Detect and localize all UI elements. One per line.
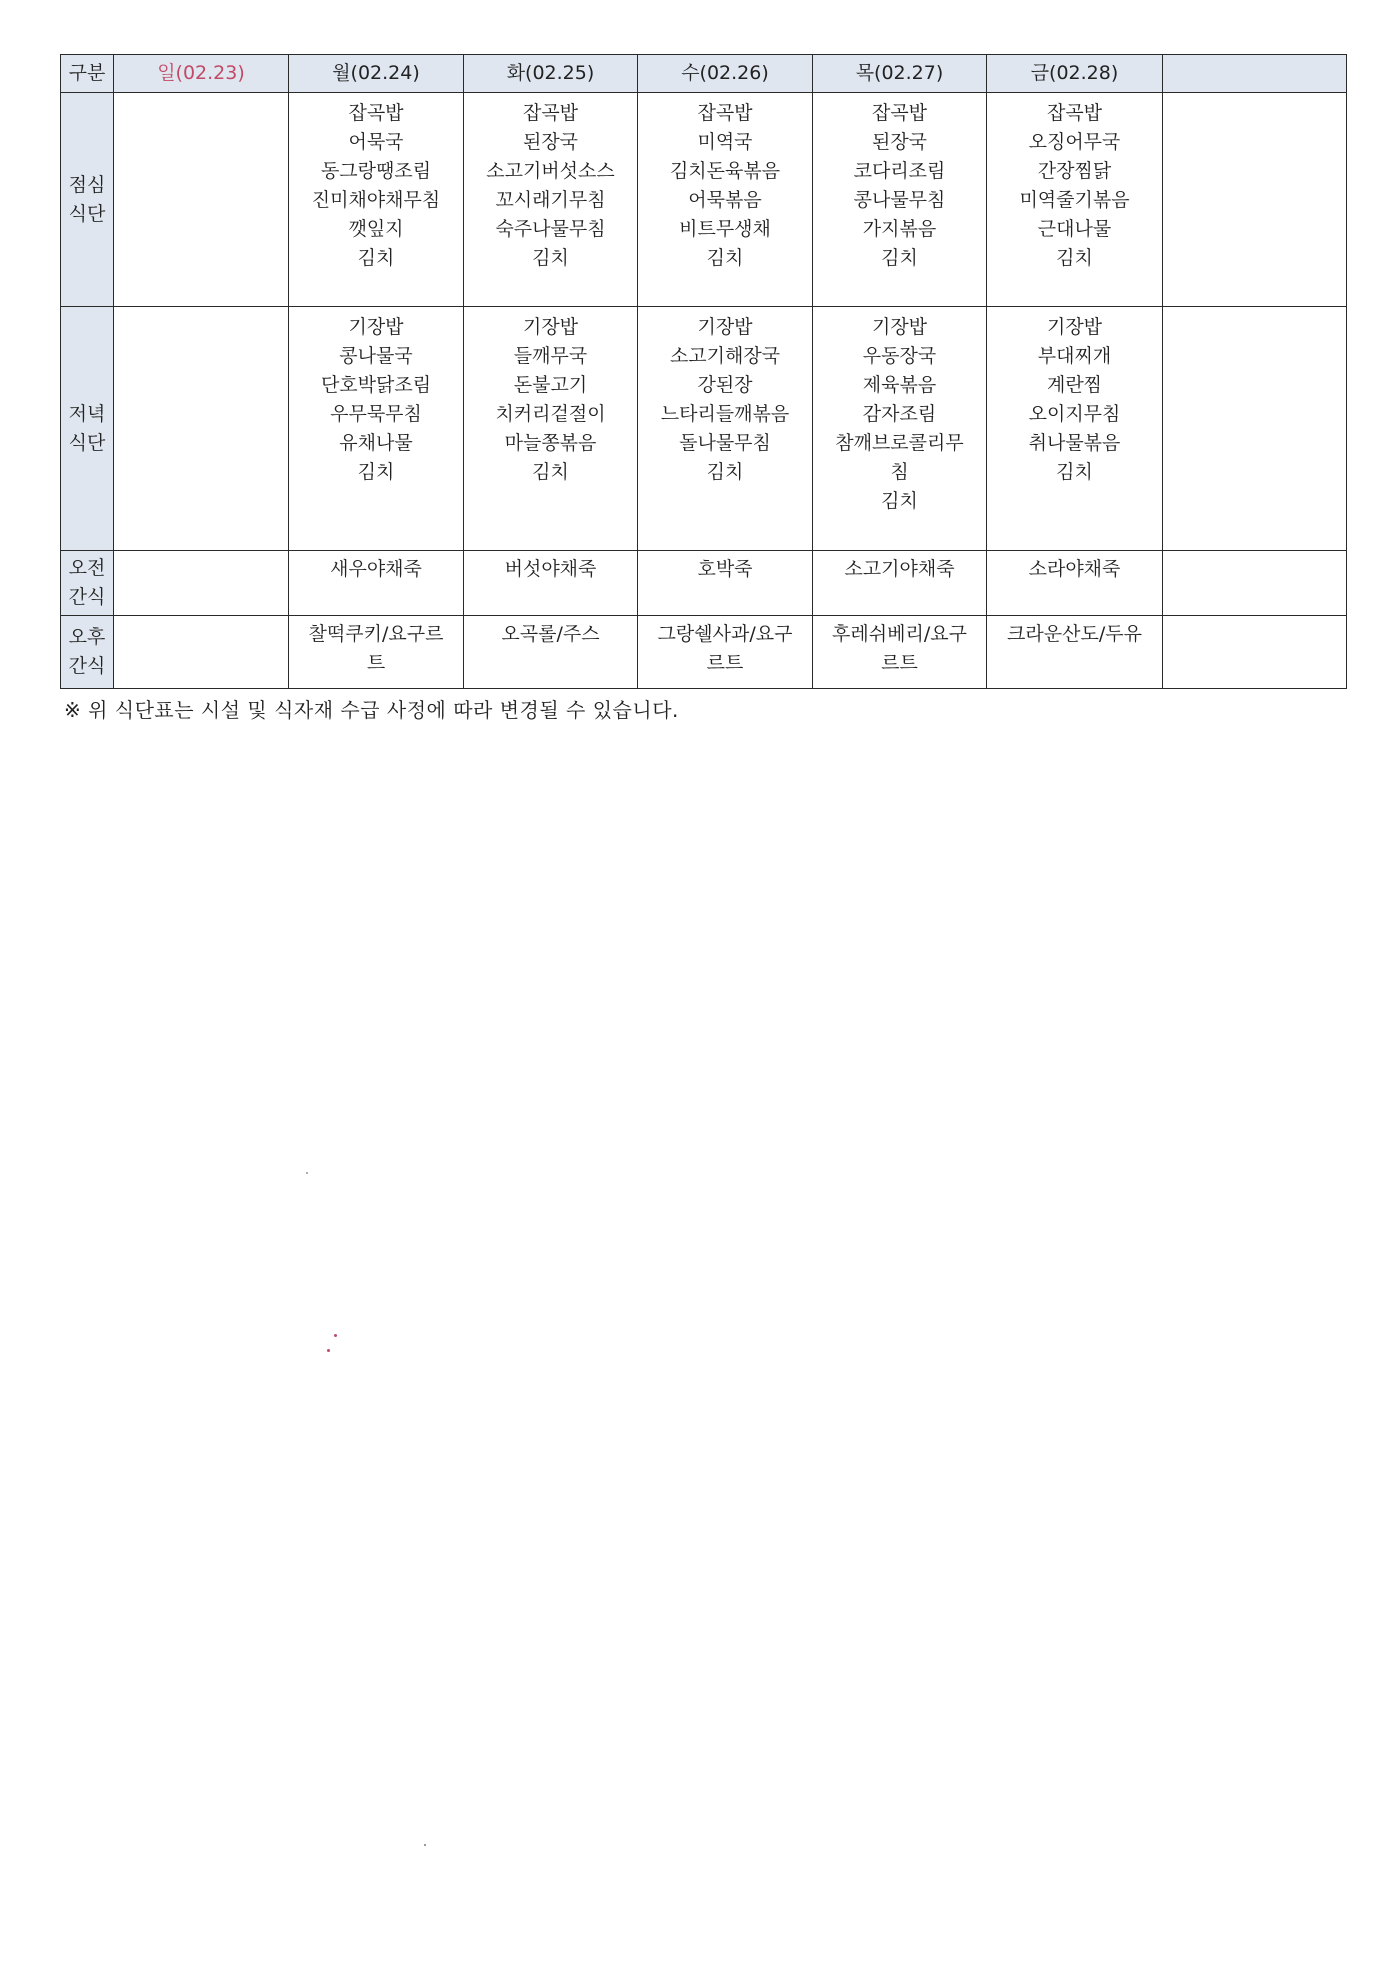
menu-item: 비트무생채 <box>679 218 771 240</box>
menu-cell-blank <box>1163 551 1347 616</box>
header-row <box>61 55 1347 93</box>
menu-item: 감자조림 <box>862 403 937 425</box>
menu-cell-tuesday <box>464 551 638 616</box>
meal-plan-table <box>60 54 1347 689</box>
footnote: ※ 위 식단표는 시설 및 식자재 수급 사정에 따라 변경될 수 있습니다. <box>64 698 679 722</box>
menu-cell-sunday <box>114 551 289 616</box>
menu-item-list <box>289 93 463 273</box>
menu-item: 계란찜 <box>1046 374 1103 396</box>
menu-item: 그랑쉘사과/요구 <box>657 623 793 645</box>
menu-item-list <box>464 307 637 487</box>
menu-item: 김치 <box>1056 247 1093 269</box>
menu-item: 김치 <box>532 461 569 483</box>
menu-item: 김치 <box>357 247 395 269</box>
menu-item-list <box>114 93 288 99</box>
menu-cell-wednesday <box>638 93 813 307</box>
menu-item: 미역국 <box>697 131 753 153</box>
menu-item: 제육볶음 <box>862 374 937 396</box>
menu-item-list <box>813 616 986 678</box>
menu-item: 들깨무국 <box>513 345 588 367</box>
menu-item: 부대찌개 <box>1037 345 1112 367</box>
menu-item: 강된장 <box>697 374 753 396</box>
menu-item-list <box>987 307 1162 487</box>
menu-cell-blank <box>1163 616 1347 689</box>
menu-item: 동그랑땡조림 <box>320 160 432 182</box>
menu-item: 오곡롤/주스 <box>501 623 600 645</box>
menu-item: 참깨브로콜리무 <box>835 432 964 454</box>
menu-item-list <box>813 551 986 584</box>
menu-item: 된장국 <box>522 131 579 153</box>
row-label-line: 식단 <box>68 431 106 454</box>
menu-item: 잡곡밥 <box>871 102 928 124</box>
menu-item: 김치 <box>357 461 395 483</box>
menu-item: 우무묵무침 <box>330 403 422 425</box>
menu-item: 오징어무국 <box>1028 131 1121 153</box>
menu-item: 소고기버섯소스 <box>486 160 615 182</box>
menu-item: 김치 <box>706 461 744 483</box>
menu-item-list <box>1163 93 1346 99</box>
dinner-row <box>61 307 1347 551</box>
menu-item: 우동장국 <box>862 345 937 367</box>
afternoon-snack-row <box>61 616 1347 689</box>
menu-item: 미역줄기볶음 <box>1019 189 1130 211</box>
menu-item: 르트 <box>881 652 918 674</box>
menu-cell-friday <box>987 616 1163 689</box>
menu-item: 김치 <box>881 490 918 512</box>
menu-item: 트 <box>366 652 386 674</box>
table-body <box>61 93 1347 689</box>
menu-cell-thursday <box>813 93 987 307</box>
menu-item: 콩나물국 <box>339 345 413 367</box>
menu-item: 취나물볶음 <box>1028 432 1121 454</box>
menu-item-list <box>638 93 812 273</box>
menu-item: 어묵볶음 <box>688 189 762 211</box>
menu-item: 후레쉬베리/요구 <box>832 623 967 645</box>
row-label-line: 저녁 <box>68 402 106 425</box>
menu-item-list <box>289 616 463 678</box>
scan-speck <box>424 1844 426 1846</box>
day-header-friday: 금(02.28) <box>987 55 1163 93</box>
day-header-monday: 월(02.24) <box>289 55 464 93</box>
row-label <box>61 616 114 689</box>
menu-item: 르트 <box>706 652 744 674</box>
day-header-tuesday: 화(02.25) <box>464 55 638 93</box>
menu-cell-sunday <box>114 616 289 689</box>
menu-item-list <box>1163 551 1346 555</box>
day-header-wednesday: 수(02.26) <box>638 55 813 93</box>
menu-item: 기장밥 <box>697 316 753 338</box>
menu-item: 코다리조림 <box>853 160 946 182</box>
menu-item: 새우야채죽 <box>330 558 422 580</box>
row-label-line: 간식 <box>68 655 106 677</box>
lunch-row <box>61 93 1347 307</box>
menu-item-list <box>987 616 1162 649</box>
menu-cell-friday <box>987 551 1163 616</box>
menu-item: 진미채야채무침 <box>311 189 441 211</box>
menu-cell-monday <box>289 93 464 307</box>
menu-cell-wednesday <box>638 616 813 689</box>
menu-item-list <box>638 616 812 678</box>
menu-cell-tuesday <box>464 307 638 551</box>
menu-item: 김치 <box>706 247 744 269</box>
menu-item: 콩나물무침 <box>853 189 946 211</box>
menu-item-list <box>638 551 812 584</box>
menu-item-list <box>289 307 463 487</box>
menu-item: 꼬시래기무침 <box>495 189 606 211</box>
menu-item: 숙주나물무침 <box>495 218 606 240</box>
menu-item-list <box>464 616 637 649</box>
menu-item: 기장밥 <box>871 316 928 338</box>
menu-cell-blank <box>1163 307 1347 551</box>
menu-cell-blank <box>1163 93 1347 307</box>
scan-speck <box>327 1349 330 1352</box>
menu-item-list <box>638 307 812 487</box>
menu-cell-thursday <box>813 551 987 616</box>
menu-item: 가지볶음 <box>862 218 937 240</box>
menu-item: 마늘쫑볶음 <box>504 432 597 454</box>
menu-cell-wednesday <box>638 307 813 551</box>
menu-cell-friday <box>987 307 1163 551</box>
menu-item: 느타리들깨볶음 <box>660 403 790 425</box>
menu-item: 돌나물무침 <box>679 432 771 454</box>
menu-item: 소라야채죽 <box>1028 558 1121 580</box>
morning-snack-row <box>61 551 1347 616</box>
scan-speck <box>306 1172 308 1174</box>
menu-item: 잡곡밥 <box>697 102 753 124</box>
menu-item-list <box>464 93 637 273</box>
menu-item-list <box>813 307 986 516</box>
row-label-line: 간식 <box>68 586 106 608</box>
menu-item: 잡곡밥 <box>1046 102 1103 124</box>
row-label-line: 점심 <box>68 173 106 196</box>
menu-item: 기장밥 <box>348 316 404 338</box>
menu-item-list <box>1163 616 1346 620</box>
menu-cell-thursday <box>813 616 987 689</box>
menu-item: 크라운산도/두유 <box>1007 623 1142 645</box>
menu-cell-tuesday <box>464 93 638 307</box>
menu-cell-wednesday <box>638 551 813 616</box>
menu-item-list <box>114 616 288 620</box>
menu-item: 어묵국 <box>348 131 404 153</box>
menu-item: 유채나물 <box>339 432 413 454</box>
day-header-blank <box>1163 55 1347 93</box>
scan-speck <box>334 1334 337 1337</box>
menu-item: 잡곡밥 <box>522 102 579 124</box>
menu-item-list <box>114 307 288 313</box>
menu-item-list <box>289 551 463 584</box>
menu-item-list <box>987 551 1162 584</box>
menu-item: 잡곡밥 <box>348 102 404 124</box>
menu-item: 침 <box>890 461 909 483</box>
menu-item: 치커리겉절이 <box>495 403 606 425</box>
menu-item: 간장찜닭 <box>1037 160 1112 182</box>
menu-item: 김치 <box>532 247 569 269</box>
row-label-line: 오전 <box>68 557 106 579</box>
menu-item: 돈불고기 <box>513 374 588 396</box>
menu-item-list <box>464 551 637 584</box>
menu-item: 깻잎지 <box>348 218 404 240</box>
menu-cell-monday <box>289 307 464 551</box>
row-label-line: 오후 <box>68 626 106 648</box>
day-header-sunday: 일(02.23) <box>114 55 289 93</box>
menu-item: 찰떡쿠키/요구르 <box>308 623 444 645</box>
menu-item-list <box>987 93 1162 273</box>
row-label <box>61 93 114 307</box>
menu-cell-tuesday <box>464 616 638 689</box>
menu-item-list <box>813 93 986 273</box>
menu-item-list <box>114 551 288 555</box>
menu-item: 김치돈육볶음 <box>669 160 781 182</box>
menu-cell-friday <box>987 93 1163 307</box>
menu-item: 된장국 <box>871 131 928 153</box>
row-label <box>61 551 114 616</box>
menu-item: 기장밥 <box>522 316 579 338</box>
menu-item: 근대나물 <box>1037 218 1112 240</box>
row-label-line: 식단 <box>68 202 106 225</box>
corner-header: 구분 <box>61 55 114 93</box>
menu-item: 기장밥 <box>1046 316 1103 338</box>
menu-item: 호박죽 <box>697 558 753 580</box>
menu-item: 오이지무침 <box>1028 403 1121 425</box>
menu-cell-sunday <box>114 93 289 307</box>
menu-cell-monday <box>289 616 464 689</box>
menu-cell-monday <box>289 551 464 616</box>
menu-item: 버섯야채죽 <box>504 558 597 580</box>
menu-item: 김치 <box>1056 461 1093 483</box>
menu-item-list <box>1163 307 1346 313</box>
row-label <box>61 307 114 551</box>
menu-item: 소고기야채죽 <box>844 558 955 580</box>
menu-cell-sunday <box>114 307 289 551</box>
menu-item: 김치 <box>881 247 918 269</box>
day-header-thursday: 목(02.27) <box>813 55 987 93</box>
menu-item: 소고기해장국 <box>669 345 781 367</box>
menu-item: 단호박닭조림 <box>320 374 432 396</box>
menu-cell-thursday <box>813 307 987 551</box>
